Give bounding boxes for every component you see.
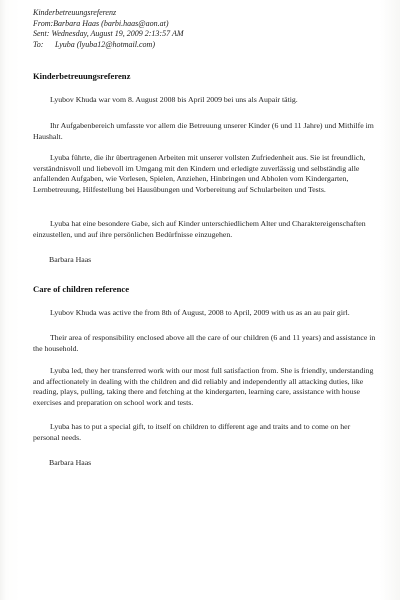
email-to-value: Lyuba (lyuba12@hotmail.com) (55, 39, 155, 49)
english-paragraph-4: Lyuba has to put a special gift, to itself on children to different age and traits and to come on her personal needs. (33, 422, 351, 442)
email-from: From:Barbara Haas (barbi.haas@aon.at) (33, 18, 169, 28)
email-sent: Sent: Wednesday, August 19, 2009 2:13:57 AM (33, 29, 184, 38)
german-paragraph-2: Ihr Aufgabenbereich umfasste vor allem die Betreuung unserer Kinder (6 und 11 Jahre) und Mithilfe im Haushalt. (33, 121, 374, 141)
german-heading: Kinderbetreuungsreferenz (33, 71, 131, 81)
english-paragraph-3: Lyuba led, they her transferred work with our most full satisfaction from. She is friendly, understanding and affectionately in dealing with the children and did reliably and independently all attacking duties, like reading, plays, pulling, taking there and fetching at the kindergarten, learning care, assistance with house exercises and preparation on school work and tests. (33, 366, 374, 407)
german-paragraph-4: Lyuba hat eine besondere Gabe, sich auf Kinder unterschiedlichem Alter und Charaktereigenschaften einzustellen, und auf ihre persönlichen Bedürfnisse einzugehen. (33, 219, 366, 239)
english-heading: Care of children reference (33, 284, 130, 294)
english-signature: Barbara Haas (49, 458, 92, 467)
email-subject: Kinderbetreuungsreferenz (33, 8, 117, 17)
english-paragraph-1: Lyubov Khuda was active the from 8th of August, 2008 to April, 2009 with us as an au pair girl. (50, 308, 350, 317)
email-to (33, 40, 383, 51)
german-paragraph-1: Lyubov Khuda war vom 8. August 2008 bis April 2009 bei uns als Aupair tätig. (50, 95, 298, 104)
german-paragraph-3: Lyuba führte, die ihr übertragenen Arbeiten mit unserer vollsten Zufriedenheit aus. Sie ist freundlich, verständnisvoll und liebevoll im Umgang mit den Kindern und erledigte zuverlässig und selbständig alle anfallenden Aufgaben, wie Vorlesen, Spielen, Anziehen, Hinbringen und Abholen vom Kindergarten, Lernbetreuung, Hilfestellung bei Hausübungen und Vorbereitung auf Schularbeiten und Tests. (33, 153, 366, 194)
email-header (33, 8, 383, 50)
email-to-label: To: (33, 39, 44, 49)
english-paragraph-2: Their area of responsibility enclosed above all the care of our children (6 and 11 years) and assistance in the household. (33, 333, 376, 353)
german-signature: Barbara Haas (49, 255, 92, 264)
